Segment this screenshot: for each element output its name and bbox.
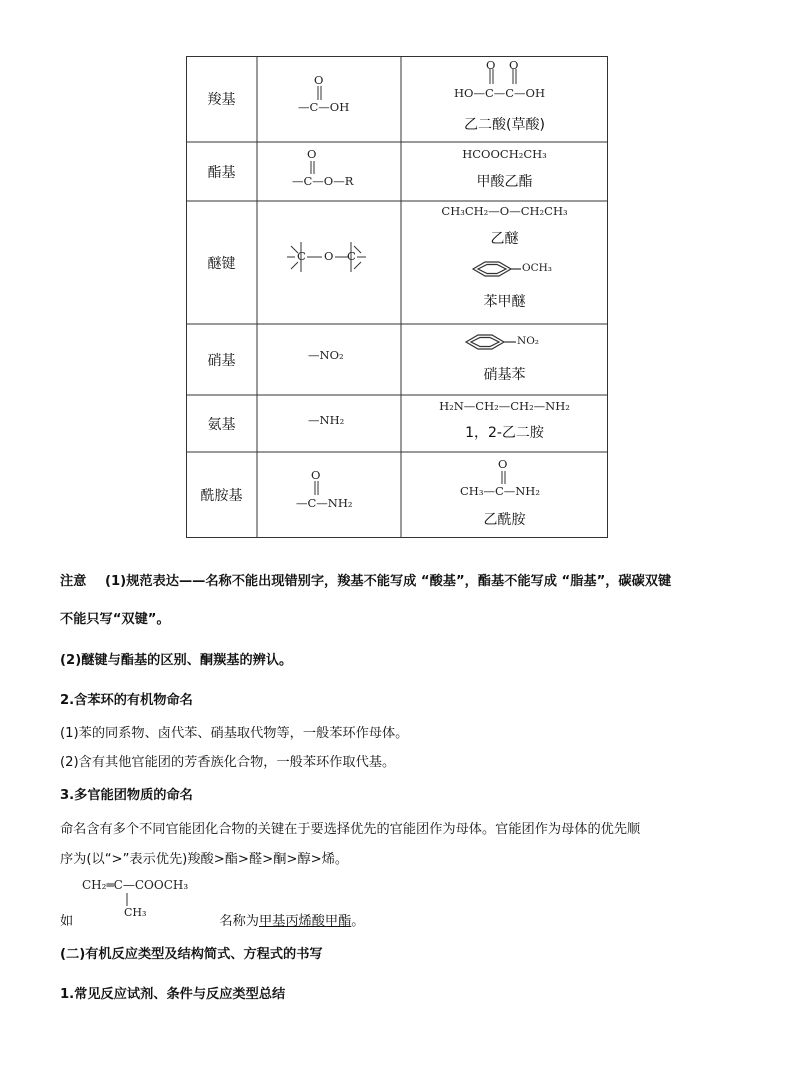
note2: (2)醚键与酯基的区别、酮羰基的辨认。 [60,653,293,668]
benzene-ring [473,262,521,276]
example-name: 乙醚 [490,231,519,247]
note1-line-b: 不能只写“双键”。 [60,612,170,627]
example-formula: HCOOCH₂CH₃ [462,147,547,161]
struct-formula: —NH₂ [308,413,345,427]
example-compound-name: 甲基丙烯酸甲酯 [258,914,352,929]
benzene-ring [466,335,516,349]
note1-line-a [60,570,671,589]
example-oxygen: O [509,58,519,72]
example-name: 硝基苯 [483,367,526,383]
row-name-carboxyl: 羧基 [207,92,236,108]
substituent-label: NO₂ [517,335,540,347]
example-name: 乙二酸(草酸) [464,117,545,133]
branch-bond [122,893,132,907]
substituent-label: OCH₃ [522,262,553,274]
paragraph: 序为(以“>”表示优先)羧酸>酯>醛>酮>醇>烯。 [60,852,349,867]
note-label: 注意 [60,574,87,589]
struct-carbon: C [297,249,306,263]
example-oxygen: O [498,457,508,471]
example-structure-formula: CH₂═C—COOCH₃ [82,878,189,892]
struct-formula: —NO₂ [308,348,344,362]
subsection-heading: 1.常见反应试剂、条件与反应类型总结 [60,987,286,1002]
section-heading: (二)有机反应类型及结构简式、方程式的书写 [60,947,323,962]
heading-benzene-naming: 2.含苯环的有机物命名 [60,693,193,708]
struct-oxygen: O [324,249,334,263]
example-name: 1，2-乙二胺 [465,425,544,441]
paragraph: (2)含有其他官能团的芳香族化合物，一般苯环作取代基。 [60,755,396,770]
paragraph: 命名含有多个不同官能团化合物的关键在于要选择优先的官能团作为母体。官能团作为母体的优先顺 [60,822,641,837]
example-suffix: 名称为 [219,914,259,929]
example-name: 甲酸乙酯 [476,174,533,190]
example-structure-branch: CH₃ [124,906,147,919]
example-prefix: 如 [60,914,74,929]
example-line [60,910,364,929]
struct-oxygen: O [314,73,324,87]
example-period: 。 [351,914,365,929]
example-formula: H₂N—CH₂—CH₂—NH₂ [439,399,570,413]
heading-multi-group-naming: 3.多官能团物质的命名 [60,788,193,803]
example-formula: HO—C—C—OH [454,86,546,100]
struct-oxygen: O [307,147,317,161]
paragraph: (1)苯的同系物、卤代苯、硝基取代物等，一般苯环作母体。 [60,726,409,741]
example-oxygen: O [486,58,496,72]
note1-text: (1)规范表达——名称不能出现错别字，羧基不能写成 “酸基”，酯基不能写成 “脂基”，碳碳双键 [104,574,672,589]
example-formula: CH₃CH₂—O—CH₂CH₃ [441,204,568,218]
row-name-amino: 氨基 [207,416,236,433]
struct-carbon: C [347,249,356,263]
struct-formula: —C—OH [298,100,350,114]
functional-group-table [186,56,608,538]
row-name-nitro: 硝基 [207,352,236,369]
example-name: 乙酰胺 [483,512,526,528]
example-name: 苯甲醚 [483,294,526,310]
example-formula: CH₃—C—NH₂ [460,484,540,498]
struct-formula: —C—NH₂ [296,496,353,510]
struct-oxygen: O [311,468,321,482]
row-name-ether: 醚键 [207,255,236,272]
row-name-amide: 酰胺基 [200,488,243,504]
struct-formula: —C—O—R [292,174,354,188]
row-name-ester: 酯基 [207,164,236,181]
